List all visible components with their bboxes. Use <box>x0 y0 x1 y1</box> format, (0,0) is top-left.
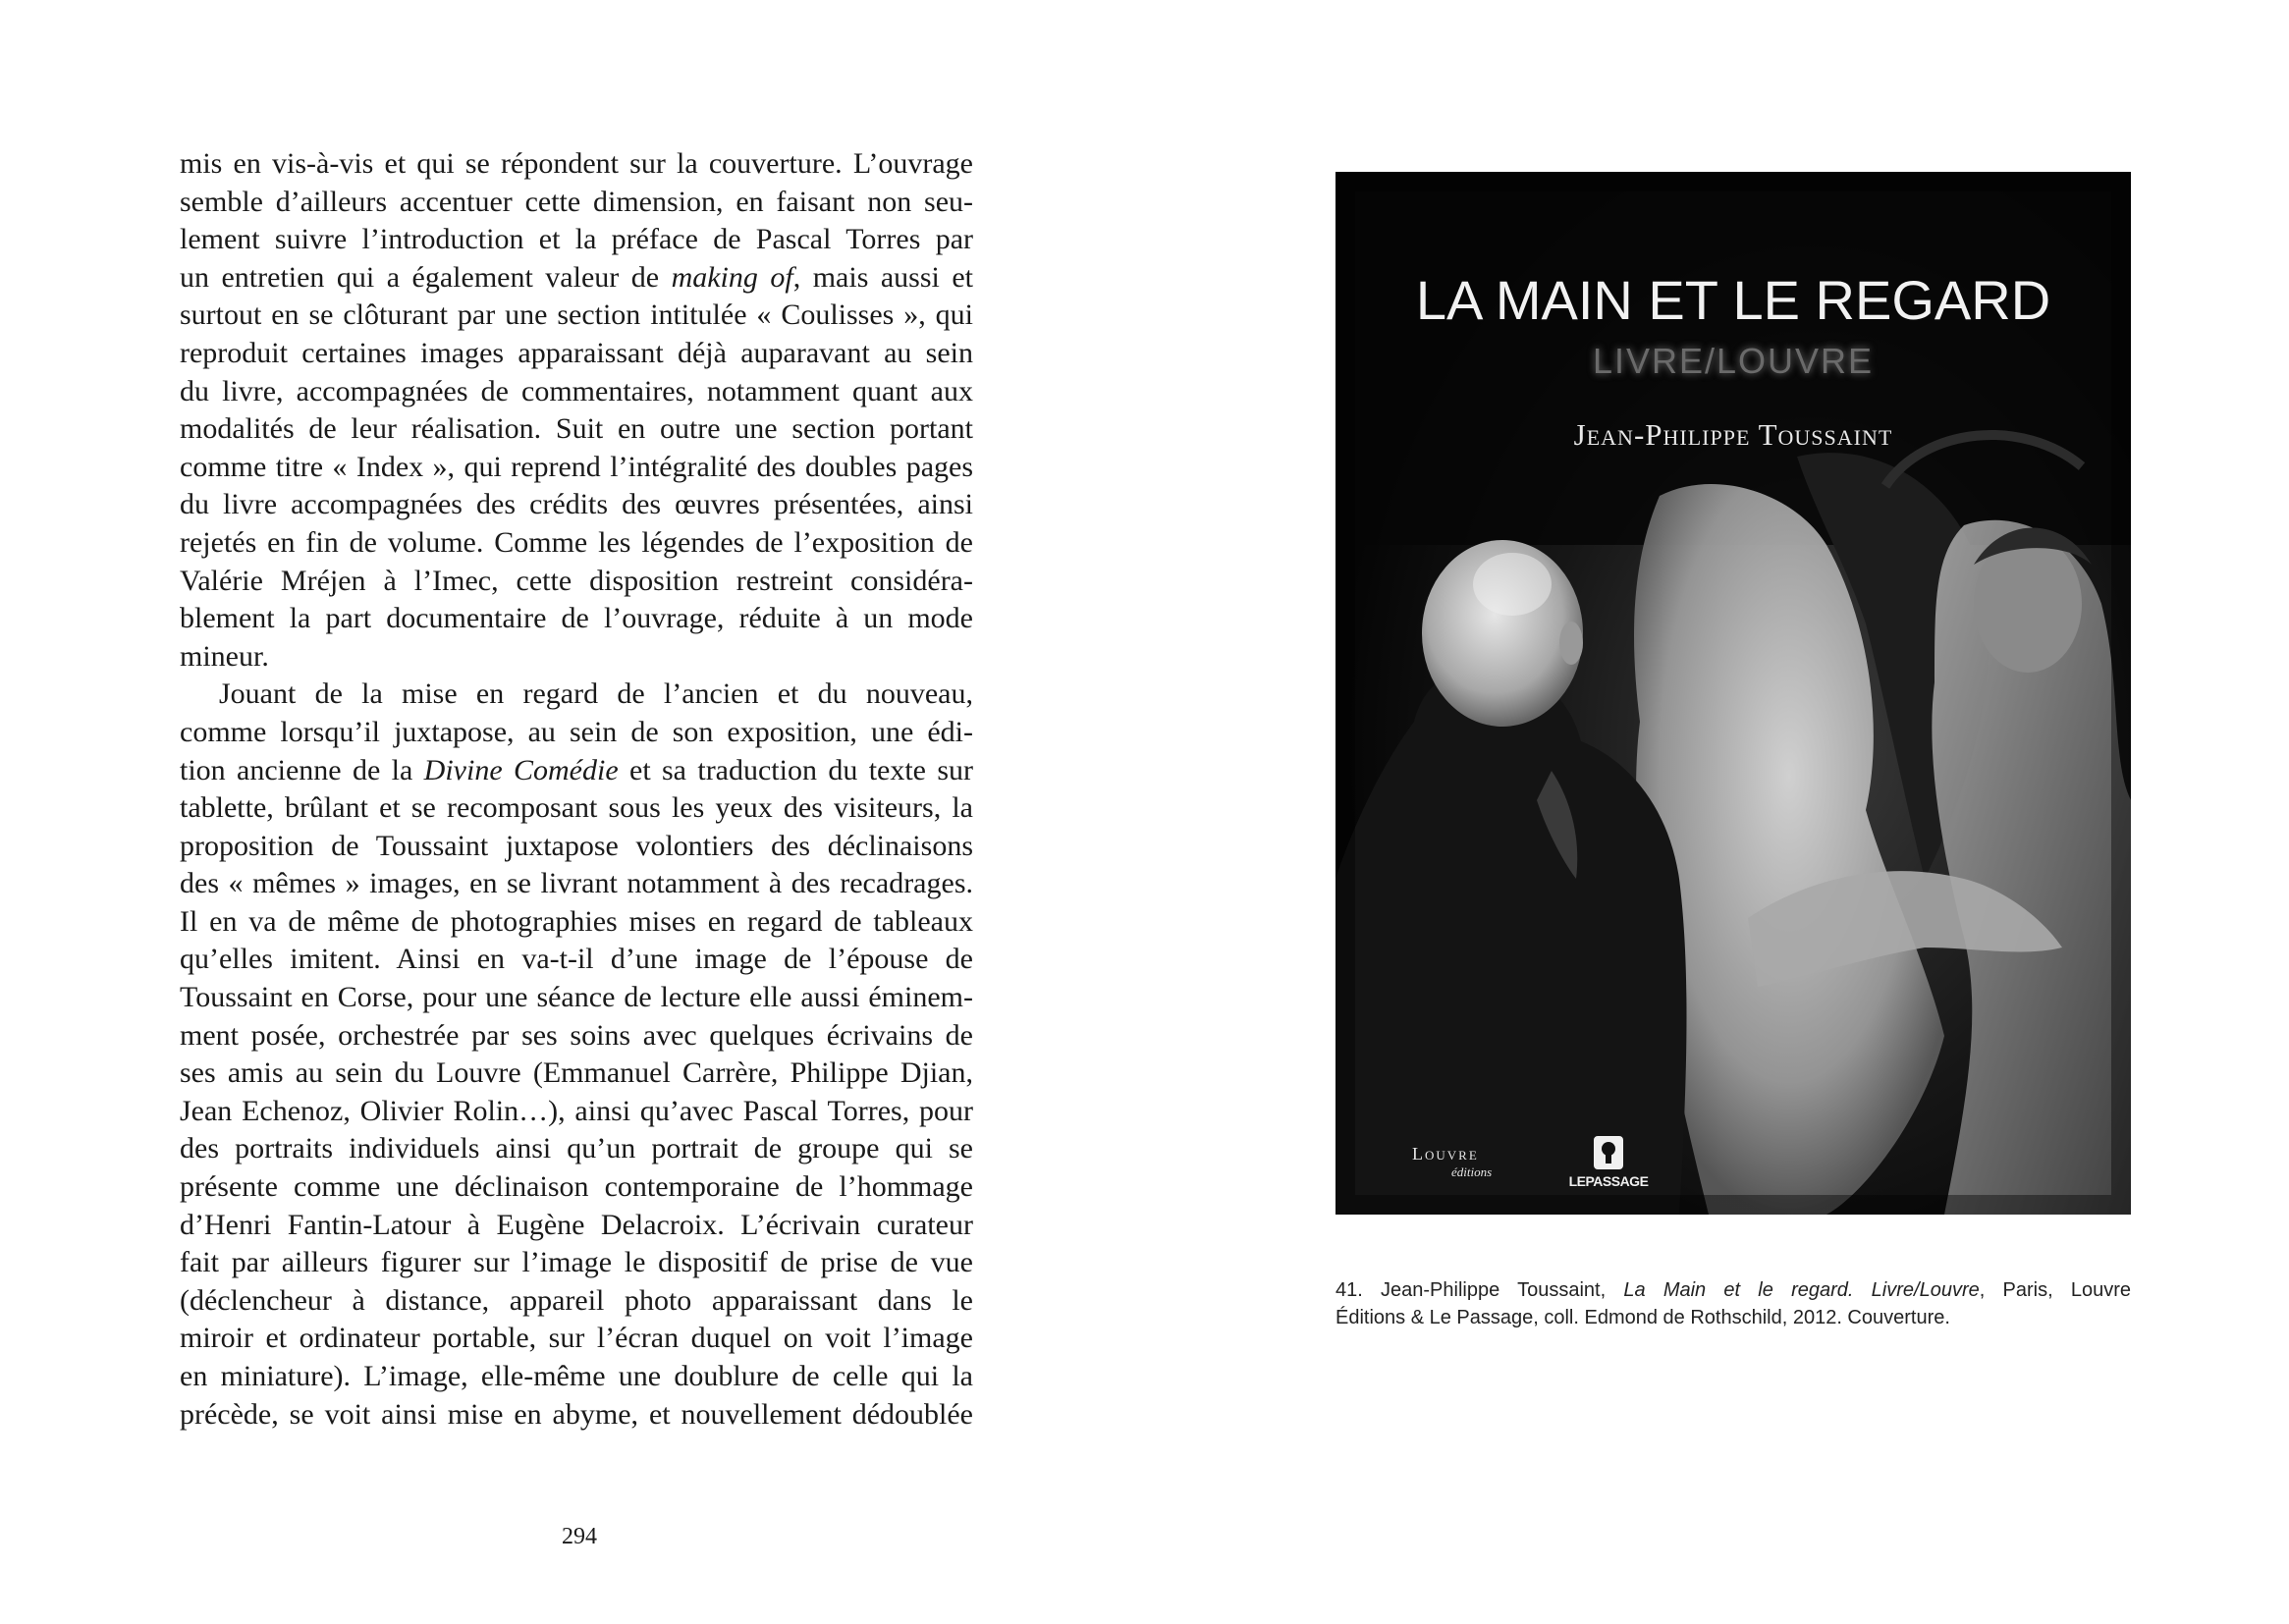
body-text <box>180 145 973 1434</box>
text-line: semble d’ailleurs accentuer cette dimension, en faisant non seu- <box>180 185 973 218</box>
cover-author: Jean-Philippe Toussaint <box>1573 417 1893 452</box>
text-line: du livre, accompagnées de commentaires, notamment quant aux <box>180 374 973 407</box>
text-line: ses amis au sein du Louvre (Emmanuel Carrère, Philippe Djian, <box>180 1056 973 1090</box>
text-line: d’Henri Fantin-Latour à Eugène Delacroix. L’écrivain curateur <box>180 1208 973 1241</box>
text-line: fait par ailleurs figurer sur l’image le dispositif de prise de vue <box>180 1246 973 1279</box>
text-line: proposition de Toussaint juxtapose volontiers des déclinaisons <box>180 829 973 862</box>
caption-text: 41. Jean-Philippe Toussaint, <box>1335 1279 1607 1301</box>
text-line: blement la part documentaire de l’ouvrage, réduite à un mode <box>180 602 973 635</box>
text-line: qu’elles imitent. Ainsi en va-t-il d’une image de l’épouse de <box>180 943 973 976</box>
right-page <box>1145 0 2289 1624</box>
caption-line <box>1335 1276 2131 1304</box>
text-line: Jean Echenoz, Olivier Rolin…), ainsi qu’avec Pascal Torres, pour <box>180 1094 973 1127</box>
text-line: miroir et ordinateur portable, sur l’écran duquel on voit l’image <box>180 1322 973 1355</box>
text-line: Valérie Mréjen à l’Imec, cette disposition restreint considéra- <box>180 564 973 597</box>
keyhole-icon <box>1559 1134 1658 1171</box>
logo-text: Louvre <box>1412 1144 1479 1164</box>
text-line: en miniature). L’image, elle-même une doublure de celle qui la <box>180 1360 973 1392</box>
text-line: Jouant de la mise en regard de l’ancien et du nouveau, <box>219 677 973 711</box>
italic-term: Divine Comédie <box>423 753 619 786</box>
text-fragment: un entretien qui a également valeur de <box>180 260 660 294</box>
text-line: mis en vis-à-vis et qui se répondent sur la couverture. L’ouvrage <box>180 147 973 180</box>
text-line: modalités de leur réalisation. Suit en outre une section portant <box>180 412 973 446</box>
le-passage-logo <box>1559 1134 1658 1189</box>
logo-text: éditions <box>1451 1164 1493 1179</box>
text-line: rejetés en fin de volume. Comme les légendes de l’exposition de <box>180 525 973 559</box>
text-fragment: tion ancienne de la <box>180 753 413 786</box>
text-line: (déclencheur à distance, appareil photo apparaissant dans le <box>180 1283 973 1317</box>
text-line: Toussaint en Corse, pour une séance de lecture elle aussi éminem- <box>180 981 973 1014</box>
text-line: lement suivre l’introduction et la préface de Pascal Torres par <box>180 223 973 256</box>
caption-book-title: La Main et le regard. Livre/Louvre <box>1623 1279 1980 1301</box>
cover-subtitle: LIVRE/LOUVRE <box>1592 341 1875 381</box>
text-line: comme lorsqu’il juxtapose, au sein de son exposition, une édi- <box>180 715 973 748</box>
text-line: du livre accompagnées des crédits des œuvres présentées, ainsi <box>180 488 973 521</box>
italic-term: making of <box>671 260 793 294</box>
text-line: des portraits individuels ainsi qu’un portrait de groupe qui se <box>180 1132 973 1165</box>
page-number: 294 <box>562 1524 597 1549</box>
text-fragment: , mais aussi et <box>792 260 973 294</box>
text-line: reproduit certaines images apparaissant déjà auparavant au sein <box>180 336 973 369</box>
text-line: tablette, brûlant et se recomposant sous les yeux des visiteurs, la <box>180 791 973 825</box>
text-line <box>180 259 973 298</box>
text-line: surtout en se clôturant par une section intitulée « Coulisses », qui <box>180 298 973 332</box>
text-line: mineur. <box>180 639 269 673</box>
caption-line: Éditions & Le Passage, coll. Edmond de Rothschild, 2012. Couverture. <box>1335 1307 1950 1328</box>
cover-title: LA MAIN ET LE REGARD <box>1415 269 2051 331</box>
text-fragment: et sa traduction du texte sur <box>629 753 974 786</box>
text-line <box>180 752 973 790</box>
text-line: comme titre « Index », qui reprend l’intégralité des doubles pages <box>180 450 973 483</box>
text-line: Il en va de même de photographies mises en regard de tableaux <box>180 904 973 938</box>
book-cover-image <box>1335 172 2131 1215</box>
figure-caption <box>1335 1276 2131 1331</box>
text-line: précède, se voit ainsi mise en abyme, et nouvellement dédoublée <box>180 1397 973 1431</box>
text-line: des « mêmes » images, en se livrant notamment à des recadrages. <box>180 867 973 900</box>
louvre-editions-logo <box>1412 1144 1510 1180</box>
text-line: présente comme une déclinaison contemporaine de l’hommage <box>180 1170 973 1204</box>
text-line: ment posée, orchestrée par ses soins avec quelques écrivains de <box>180 1018 973 1052</box>
logo-text: LEPASSAGE <box>1568 1173 1649 1189</box>
caption-text: , Paris, Louvre <box>1979 1279 2132 1301</box>
